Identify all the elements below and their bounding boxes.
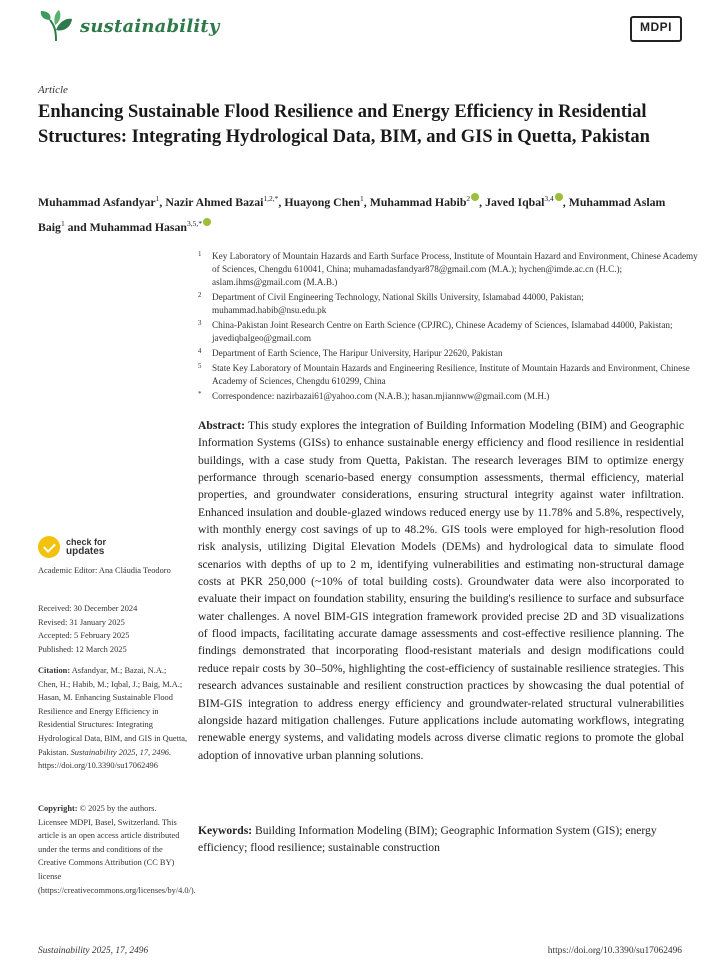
affiliation-item	[198, 319, 698, 345]
author-name: Muhammad Aslam Baig	[38, 194, 666, 234]
author[interactable]	[370, 195, 479, 209]
author-name: Muhammad Habib	[369, 194, 467, 209]
author-name: Javed Iqbal	[485, 194, 545, 209]
affiliation-mark: 5	[198, 362, 202, 370]
academic-editor: Academic Editor: Ana Cláudia Teodoro	[38, 566, 171, 575]
author-name: Nazir Ahmed Bazai	[165, 194, 264, 209]
page-header	[38, 8, 682, 48]
orcid-icon[interactable]	[555, 193, 563, 201]
affiliation-text: State Key Laboratory of Mountain Hazards and Engineering Resilience, Institute of Mountain Hazards and Environment, Chinese Academy of Sciences, Chengdu 610299, China	[212, 363, 690, 386]
article-type: Article	[38, 84, 68, 96]
author-affiliation-mark: 1	[155, 194, 160, 203]
affiliation-mark: 2	[198, 291, 202, 299]
paper-title: Enhancing Sustainable Flood Resilience and Energy Efficiency in Residential Structures: Integrating Hydrological Data, BIM, and GIS in Quetta, Pakistan	[38, 102, 650, 147]
affiliations	[198, 250, 698, 405]
dates-block	[38, 602, 188, 656]
publisher-logo[interactable]	[630, 16, 682, 42]
citation-journal: Sustainability 2025, 17, 2496.	[70, 747, 172, 757]
keywords	[198, 822, 684, 857]
author[interactable]	[90, 220, 211, 234]
mdpi-logo-icon	[630, 16, 682, 42]
author-name: Huayong Chen	[284, 194, 361, 209]
citation-block	[38, 664, 188, 773]
abstract-label: Abstract:	[198, 419, 246, 432]
author-affiliation-mark: 1	[360, 194, 364, 203]
affiliation-text: Key Laboratory of Mountain Hazards and Earth Surface Process, Institute of Mountain Hazard and Environment, Chinese Academy of Sciences, Chengdu 610041, China; muhamadasfandyar878@gmail.com (M.A.); hychen@imde.ac.cn (H.C.); aslam.ihms@gmail.com (M.A.B.)	[212, 251, 698, 287]
affiliation-mark: 3	[198, 319, 202, 327]
orcid-icon[interactable]	[203, 218, 211, 226]
citation-text: Asfandyar, M.; Bazai, N.A.; Chen, H.; Habib, M.; Iqbal, J.; Baig, M.A.; Hasan, M. Enhancing Sustainable Flood Resilience and Energy Efficiency in Residential Structures: Integrating Hydrological Data, BIM, and GIS in Quetta, Pakistan.	[38, 666, 188, 757]
author[interactable]	[165, 195, 278, 209]
received-date: Received: 30 December 2024	[38, 604, 138, 613]
copyright-block	[38, 802, 196, 897]
keywords-text: Building Information Modeling (BIM); Geographic Information System (GIS); energy efficiency; flood resilience; sustainable construction	[198, 824, 657, 855]
affiliation-text: Department of Earth Science, The Haripur University, Haripur 22620, Pakistan	[212, 348, 503, 358]
author-affiliation-mark: 1,2,*	[263, 194, 279, 203]
affiliation-item	[198, 291, 698, 317]
author-name: Muhammad Asfandyar	[38, 194, 156, 209]
author[interactable]	[38, 195, 159, 209]
author-affiliation-mark: 1	[60, 218, 65, 228]
author-affiliation-mark: 3,5,*	[186, 218, 202, 228]
author-affiliation-mark: 2	[466, 194, 471, 203]
affiliation-item	[198, 347, 698, 360]
author[interactable]	[485, 195, 563, 209]
affiliation-text: China-Pakistan Joint Research Centre on Earth Science (CPJRC), Chinese Academy of Sciences, Islamabad 44000, Pakistan; javediqbalgeo@gmail.com	[212, 320, 673, 343]
citation-doi[interactable]: https://doi.org/10.3390/su17062496	[38, 761, 158, 771]
author-name: Muhammad Hasan	[89, 219, 187, 234]
affiliation-item	[198, 390, 698, 403]
affiliation-mark: 4	[198, 347, 202, 355]
copyright-text: © 2025 by the authors. Licensee MDPI, Basel, Switzerland. This article is an open access article distributed under the terms and conditions of the Creative Commons Attribution (CC BY) license (https://creativecommons.org/licenses/by/4.0/).	[38, 804, 196, 895]
check-updates-line1: check for	[66, 537, 107, 547]
author[interactable]	[284, 195, 363, 209]
keywords-label: Keywords:	[198, 824, 253, 837]
journal-logo[interactable]	[38, 8, 220, 44]
accepted-date: Accepted: 5 February 2025	[38, 631, 130, 641]
published-date: Published: 12 March 2025	[38, 644, 127, 654]
affiliation-mark: 1	[198, 250, 202, 258]
affiliation-item	[198, 362, 698, 388]
author-affiliation-mark: 3,4	[544, 194, 554, 203]
check-for-updates-badge[interactable]	[38, 536, 106, 558]
abstract-text: This study explores the integration of Building Information Modeling (BIM) and Geographic Information Systems (GISs) to enhance sustainable energy efficiency and flood resilience in residential buildings, with a case study from Quetta, Pakistan. The research leverages BIM to optimize energy performance through scenario-based energy consumption assessments, thermal efficiency, material properties, and groundwater considerations, ensuring structural integrity against water infiltration. Enhanced insulation and double-glazed windows reduced energy use by 11.78% and 5.8%, respectively, with monthly energy cost savings of up to 48.2%. GIS tools were employed for high-resolution flood risk analysis, utilizing Digital Elevation Models (DEMs) and hydrological data to simulate flood scenarios with depths of up to 2 m, identifying vulnerabilities and estimating non-structural damage costs at PKR 250,000 (~10% of total building costs). Groundwater data were also incorporated to evaluate their impact on foundation stability, ensuring the building's resilience to surface and subsurface water challenges. A novel BIM-GIS integration framework provided precise 2D and 3D visualizations of flood impacts, facilitating accurate damage assessments and cost-effective resilience planning. The findings demonstrated that incorporating flood-resistant materials and design modifications could reduce repair costs by 30–50%, highlighting the cost-efficiency of sustainable resilience strategies. This research advances sustainable and resilient construction practices by showcasing the dual potential of BIM-GIS integration to address energy efficiency and groundwater-related structural vulnerabilities alongside hazard mitigation challenges. Future applications include automating workflows, integrating renewable energy systems, and validating models across diverse climatic regions to promote the global adoption of innovative urban planning solutions.	[198, 419, 684, 762]
citation-label: Citation:	[38, 666, 71, 675]
copyright-label: Copyright:	[38, 804, 78, 813]
check-icon	[38, 536, 60, 558]
author-list: Muhammad Asfandyar$^1$, Nazir Ahmed Bazai$^{1,2,*}$, Huayong Chen$^1$, Muhammad Habib$^2$ , Javed Iqbal$^{3,4}$ , Muhammad Aslam Baig$^1$ and Muhammad Hasan$^{3,5,*}$	[38, 194, 666, 234]
revised-date: Revised: 31 January 2025	[38, 617, 125, 627]
affiliation-text: Correspondence: nazirbazai61@yahoo.com (N.A.B.); hasan.mjiannww@gmail.com (M.H.)	[212, 391, 550, 401]
journal-name: sustainability	[80, 15, 220, 37]
leaf-logo-icon	[38, 8, 74, 44]
orcid-icon[interactable]	[471, 193, 479, 201]
publisher-name: MDPI	[640, 20, 672, 34]
affiliation-mark: *	[198, 390, 202, 398]
abstract	[198, 417, 684, 764]
footer-citation: Sustainability 2025, 17, 2496	[38, 946, 149, 956]
affiliation-text: Department of Civil Engineering Technology, National Skills University, Islamabad 44000, Pakistan; muhammad.habib@nsu.edu.pk	[212, 292, 584, 315]
affiliation-item	[198, 250, 698, 289]
check-updates-line2: updates	[66, 546, 105, 557]
footer-doi[interactable]: https://doi.org/10.3390/su17062496	[547, 946, 682, 956]
